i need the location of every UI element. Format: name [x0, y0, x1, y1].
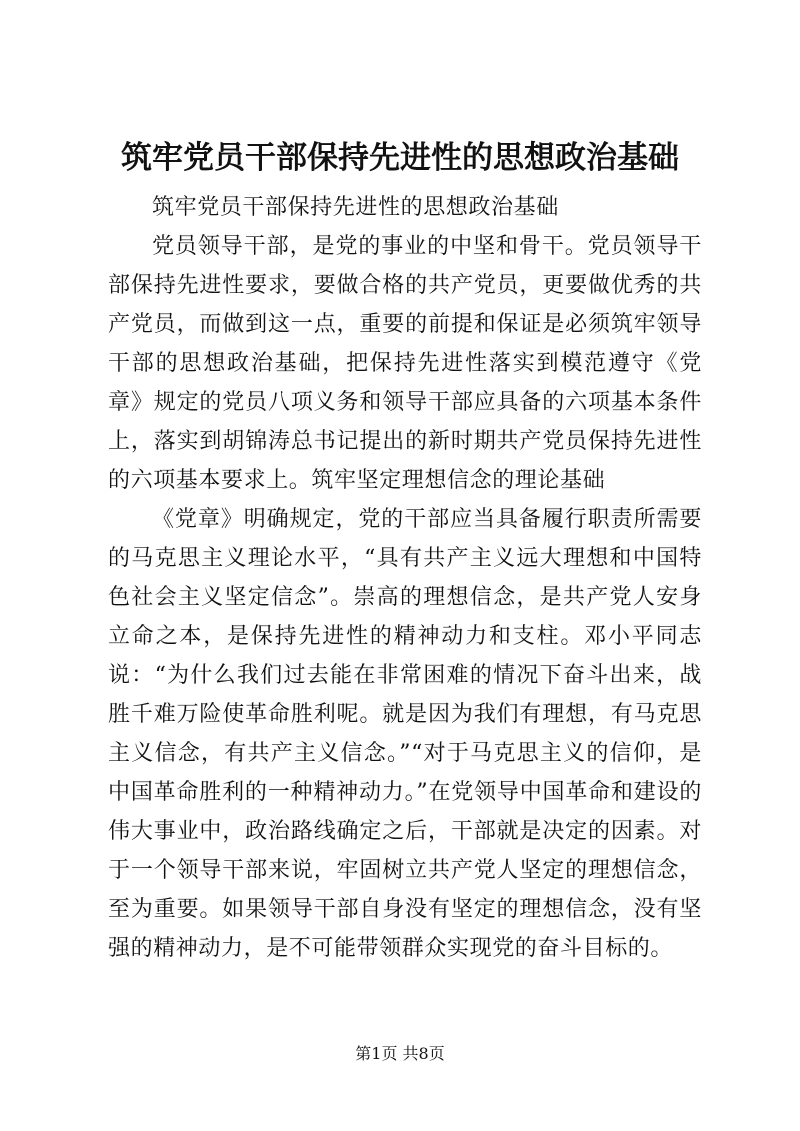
page-footer: 第1页 共8页	[355, 1044, 445, 1063]
body-paragraph-1: 党员领导干部，是党的事业的中坚和骨干。党员领导干部保持先进性要求，要做合格的共产党员，更要做优秀的共产党员，而做到这一点，重要的前提和保证是必须筑牢领导干部的思想政治基础，把保持先进性落实到模范遵守《党章》规定的党员八项义务和领导干部应具备的六项基本条件上，落实到胡锦涛总书记提出的新时期共产党员保持先进性的六项基本要求上。筑牢坚定理想信念的理论基础	[108, 234, 702, 493]
subtitle-paragraph: 筑牢党员干部保持先进性的思想政治基础	[152, 195, 559, 220]
body-paragraph-2: 《党章》明确规定，党的干部应当具备履行职责所需要的马克思主义理论水平，“具有共产主义远大理想和中国特色社会主义坚定信念”。崇高的理想信念，是共产党人安身立命之本，是保持先进性的精神动力和支柱。邓小平同志说：“为什么我们过去能在非常困难的情况下奋斗出来，战胜千难万险使革命胜利呢。就是因为我们有理想，有马克思主义信念，有共产主义信念。”“对于马克思主义的信仰，是中国革命胜利的一种精神动力。”在党领导中国革命和建设的伟大事业中，政治路线确定之后，干部就是决定的因素。对于一个领导干部来说，牢固树立共产党人坚定的理想信念，至为重要。如果领导干部自身没有坚定的理想信念，没有坚强的精神动力，是不可能带领群众实现党的奋斗目标的。	[108, 507, 702, 961]
document-body	[108, 188, 702, 968]
document-title: 筑牢党员干部保持先进性的思想政治基础	[121, 140, 679, 176]
